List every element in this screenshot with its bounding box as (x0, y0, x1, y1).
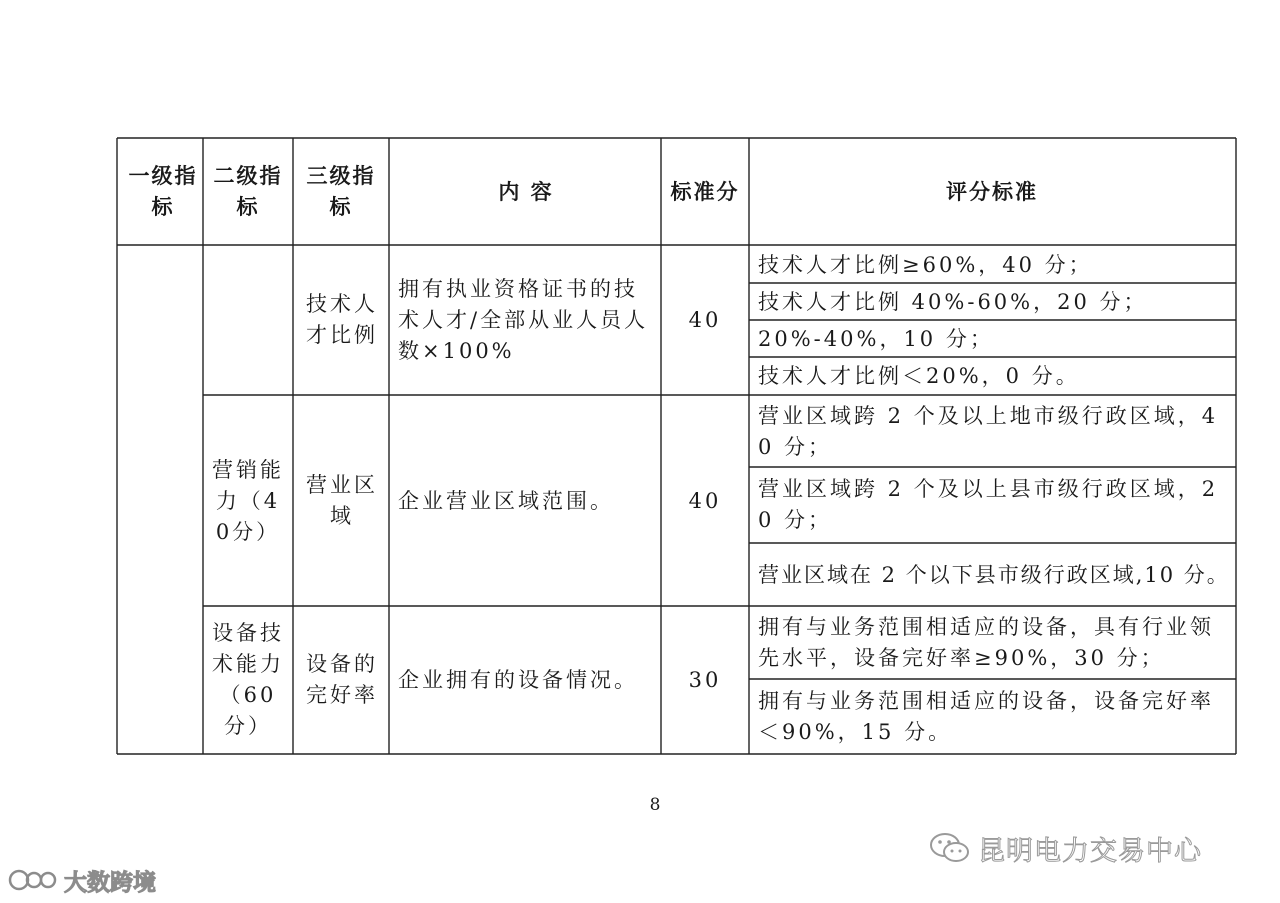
header-content: 内 容 (498, 179, 554, 204)
logo-icon (8, 865, 60, 895)
row1-level2 (206, 246, 290, 394)
row3-level3: 设备的完好率 (306, 652, 378, 707)
watermark-right (928, 828, 1202, 868)
header-criteria: 评分标准 (946, 179, 1038, 204)
watermark-right-text: 昆明电力交易中心 (978, 835, 1202, 867)
watermark-left-text: 大数跨境 (64, 869, 156, 896)
row2-criteria-1: 营业区域跨 2 个及以上地市级行政区域，40 分； (758, 404, 1219, 459)
row3-criteria-2: 拥有与业务范围相适应的设备，设备完好率＜90%，15 分。 (758, 688, 1214, 744)
wechat-icon (928, 830, 972, 866)
row1-criteria-4: 技术人才比例＜20%，0 分。 (758, 364, 1080, 388)
header-level2: 二级指标 (213, 164, 283, 219)
watermark-left (8, 863, 156, 897)
page-number: 8 (649, 795, 661, 815)
header-standard-score: 标准分 (670, 179, 740, 204)
row3-level2: 设备技术能力（60分） (212, 621, 284, 738)
header-level3: 三级指标 (306, 164, 376, 219)
row1-criteria-1: 技术人才比例≥60%，40 分； (758, 252, 1093, 277)
row2-content: 企业营业区域范围。 (398, 488, 614, 513)
row1-score: 40 (688, 307, 722, 332)
row2-score: 40 (688, 488, 722, 513)
row1-criteria-2: 技术人才比例 40%-60%，20 分； (758, 290, 1148, 314)
row1-criteria-3: 20%-40%，10 分； (758, 327, 994, 351)
row1-level3: 技术人才比例 (306, 292, 378, 347)
row2-criteria-2: 营业区域跨 2 个及以上县市级行政区域，20 分； (758, 477, 1219, 532)
row2-level3: 营业区域 (306, 473, 378, 528)
row3-content: 企业拥有的设备情况。 (398, 667, 638, 692)
row1-content: 拥有执业资格证书的技术人才/全部从业人员人数×100% (398, 276, 649, 363)
row3-score: 30 (688, 667, 722, 692)
header-level1: 一级指标 (128, 164, 198, 219)
row3-criteria-1: 拥有与业务范围相适应的设备，具有行业领先水平，设备完好率≥90%，30 分； (758, 615, 1214, 670)
row2-criteria-3: 营业区域在 2 个以下县市级行政区域,10 分。 (758, 562, 1230, 587)
row2-level2: 营销能力（40分） (212, 457, 284, 544)
